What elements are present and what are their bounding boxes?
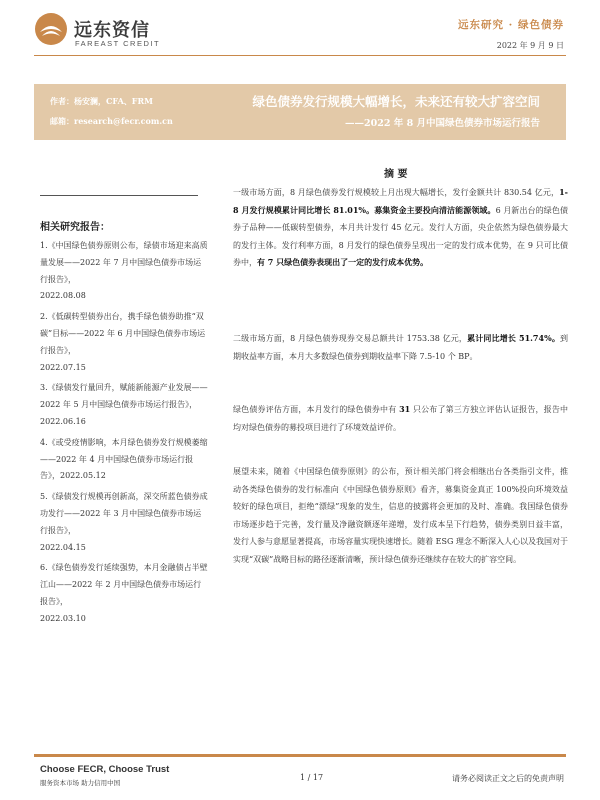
summary-evaluation [233,401,568,436]
footer-slogan: Choose FECR, Choose Trust [40,764,170,775]
related-reports-list [40,238,208,632]
summary-text: 到期收益率方面，本月大多数绿色债券到期收益率下降 7.5-10 个 BP。 [233,334,568,361]
summary-outlook: 展望未来，随着《中国绿色债券原则》的公布，预计相关部门将会相继出台各类指引文件，推动各类绿色债券的发行标准向《中国绿色债券原则》看齐，募集资金真正 100%投向环境效益较好的绿色项目，拒绝“漂绿”现象的发生，信息的披露将会更加的及时、准确。我国绿色债券市场逐步趋于完善，发行量及净融资额逐年递增，发行成本呈下行趋势，债券类别日益丰富，发行人参与意愿显著提高，市场容量实现快速增长。随着 ESG 理念不断深入人心以及我国对于实现“双碳”战略目标的路径逐渐清晰，预计绿色债券还继续存在较大的扩容空间。 [233,467,568,564]
summary-highlight: 有 7 只绿色债券表现出了一定的发行成本优势。 [257,257,429,268]
page-number: 1 / 17 [300,773,324,782]
related-report-title: 5.《绿债发行规模再创新高，深交所蓝色债券成功发行——2022 年 3 月中国绿色债券市场运行报告》， [40,492,208,535]
author-email: 邮箱：research@fecr.com.cn [50,116,173,126]
related-report-item[interactable] [40,309,208,376]
summary-text: 只公布了第三方独立评估认证报告，报告中均对绿色债券的募投项目进行了环境效益评价。 [233,405,568,432]
author: 作者：杨安澜，CFA、FRM [50,96,153,106]
summary-primary-market [233,184,568,272]
related-report-title: 2.《低碳转型债券出台，携手绿色债券助推“双碳”目标——2022 年 6 月中国绿色债券市场运行报告》， [40,312,206,355]
related-report-title: 6.《绿色债券发行延续强势，本月金融债占半壁江山——2022 年 2 月中国绿色债券市场运行报告》， [40,563,208,606]
header-divider [34,55,566,56]
related-report-date: 2022.08.08 [40,291,86,301]
report-date: 2022 年 9 月 9 日 [496,41,564,50]
related-report-title: 3.《绿债发行量回升，赋能新能源产业发展——2022 年 5 月中国绿色债券市场运行报告》，2022.06.16 [40,383,208,426]
logo-text-cn: 远东资信 [74,20,150,41]
related-report-title: 1.《中国绿色债券原则公布，绿债市场迎来高质量发展——2022 年 7 月中国绿色债券市场运行报告》， [40,241,208,284]
summary-text: 一级市场方面，8 月绿色债券发行规模较上月出现大幅增长，发行金额共计 830.54 亿元， [233,188,560,197]
summary-text: 二级市场方面，8 月绿色债券现券交易总额共计 1753.38 亿元， [233,334,468,343]
summary-highlight: 1-8 月发行规模累计同比增长 81.01%。募集资金主要投向清洁能源领域。 [233,187,568,215]
footer-divider [34,754,566,757]
footer-subslogan: 服务资本市场 助力信用中国 [40,779,121,787]
related-report-date: 2022.07.15 [40,362,86,372]
title-band [34,84,566,140]
related-report-date: 2022.04.15 [40,542,86,552]
related-report-item[interactable] [40,560,208,627]
summary-text: 6 月新出台的绿色债券子品种——低碳转型债券，本月共计发行 45 亿元。发行人方面，央企依然为绿色债券最大的发行主体。发行利率方面，8 月发行的绿色债券呈现出一定的发行成本优势，在 9 只可比债券中， [233,205,568,268]
logo [34,10,184,50]
left-divider [40,195,198,196]
summary-secondary-market [233,330,568,365]
related-report-item[interactable] [40,380,208,430]
logo-text-en: FAREAST CREDIT [75,39,161,48]
related-report-title: 4.《或受疫情影响，本月绿色债券发行规模萎缩——2022 年 4 月中国绿色债券市场运行报告》，2022.05.12 [40,437,208,481]
related-reports-heading: 相关研究报告： [40,222,110,233]
related-report-item[interactable] [40,489,208,556]
related-report-item[interactable] [40,435,208,485]
related-report-date: 2022.03.10 [40,613,86,623]
summary-text: 绿色债券评估方面，本月发行的绿色债券中有 [233,405,400,414]
summary-highlight: 累计同比增长 51.74%。 [467,333,560,343]
related-report-item[interactable] [40,238,208,305]
report-subtitle: ——2022 年 8 月中国绿色债券市场运行报告 [345,118,540,129]
disclaimer-notice[interactable]: 请务必阅读正文之后的免责声明 [452,774,564,783]
report-title: 绿色债券发行规模大幅增长，未来还有较大扩容空间 [252,94,540,109]
summary-highlight: 31 [399,404,411,414]
summary-heading: 摘 要 [384,169,408,180]
report-category: 远东研究 · 绿色债券 [458,19,564,31]
fareast-logo-icon [34,12,68,46]
